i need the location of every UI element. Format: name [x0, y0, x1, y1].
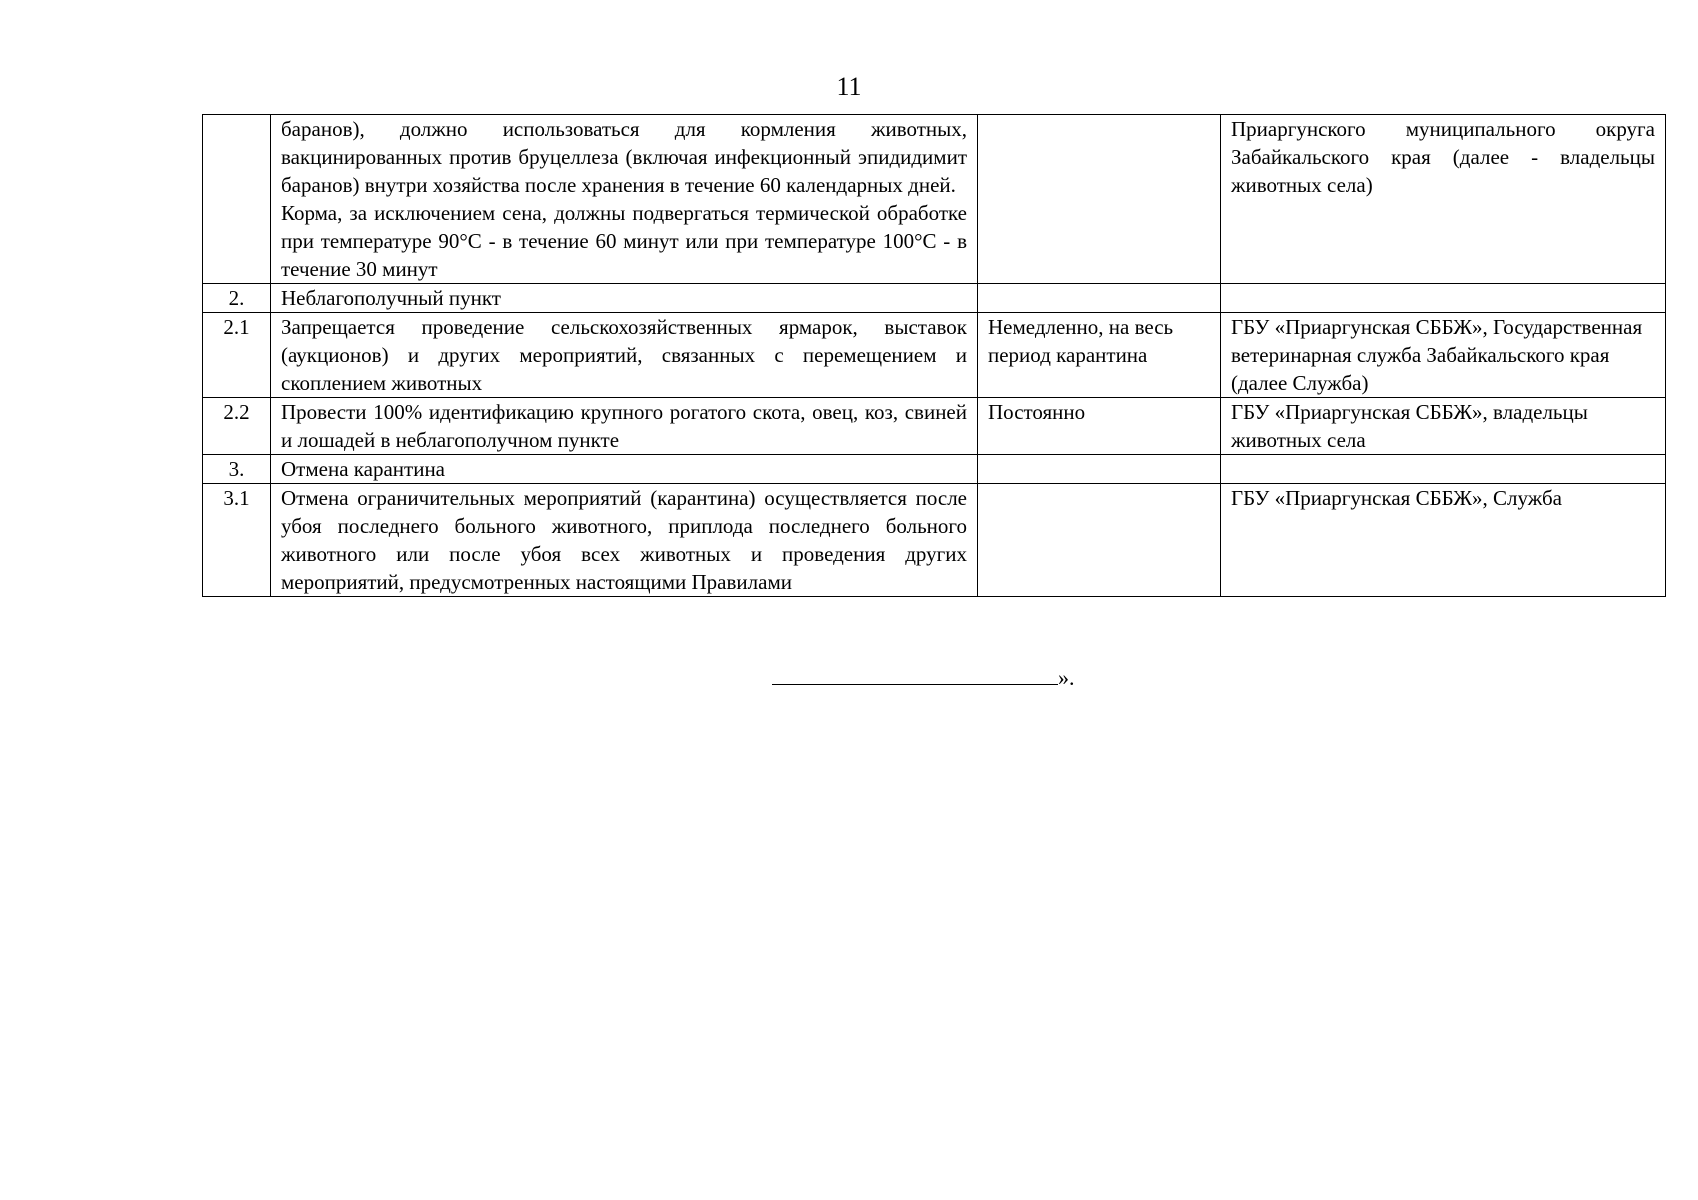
row-number: 2.	[203, 284, 271, 313]
responsible-cell: Приаргунского муниципального округа Забайкальского края (далее - владельцы животных села)	[1221, 115, 1666, 284]
row-number: 3.	[203, 455, 271, 484]
signature-underline	[772, 662, 1058, 685]
table-row	[203, 455, 1666, 484]
table-row	[203, 484, 1666, 597]
table-row	[203, 313, 1666, 398]
responsible-cell: ГБУ «Приаргунская СББЖ», Государственная ветеринарная служба Забайкальского края (далее Служба)	[1221, 313, 1666, 398]
measure-paragraph: Корма, за исключением сена, должны подвергаться термической обработке при температуре 90°С - в течение 60 минут или при температуре 100°С - в течение 30 минут	[281, 201, 967, 281]
responsible-cell: ГБУ «Приаргунская СББЖ», Служба	[1221, 484, 1666, 597]
term-cell	[978, 484, 1221, 597]
term-cell	[978, 115, 1221, 284]
responsible-cell: ГБУ «Приаргунская СББЖ», владельцы животных села	[1221, 398, 1666, 455]
responsible-cell	[1221, 455, 1666, 484]
closing-quote: ».	[1058, 665, 1075, 690]
table-row	[203, 398, 1666, 455]
row-number: 3.1	[203, 484, 271, 597]
measure-cell: Отмена карантина	[271, 455, 978, 484]
term-cell	[978, 284, 1221, 313]
measures-table	[202, 114, 1666, 597]
row-number: 2.1	[203, 313, 271, 398]
measure-cell: Провести 100% идентификацию крупного рогатого скота, овец, коз, свиней и лошадей в неблагополучном пункте	[271, 398, 978, 455]
table-row	[203, 284, 1666, 313]
row-number: 2.2	[203, 398, 271, 455]
closing-line	[772, 662, 1075, 692]
term-cell: Постоянно	[978, 398, 1221, 455]
page-number: 11	[836, 72, 862, 101]
measure-cell: Запрещается проведение сельскохозяйственных ярмарок, выставок (аукционов) и других мероприятий, связанных с перемещением и скоплением животных	[271, 313, 978, 398]
responsible-cell	[1221, 284, 1666, 313]
row-number	[203, 115, 271, 284]
measure-paragraph: баранов), должно использоваться для кормления животных, вакцинированных против бруцеллеза (включая инфекционный эпидидимит баранов) внутри хозяйства после хранения в течение 60 календарных дней.	[281, 117, 967, 197]
term-cell: Немедленно, на весь период карантина	[978, 313, 1221, 398]
measure-cell: Отмена ограничительных мероприятий (карантина) осуществляется после убоя последнего больного животного, приплода последнего больного животного или после убоя всех животных и проведения других мероприятий, предусмотренных настоящими Правилами	[271, 484, 978, 597]
term-cell	[978, 455, 1221, 484]
measure-cell	[271, 115, 978, 284]
measure-cell: Неблагополучный пункт	[271, 284, 978, 313]
table-row	[203, 115, 1666, 284]
